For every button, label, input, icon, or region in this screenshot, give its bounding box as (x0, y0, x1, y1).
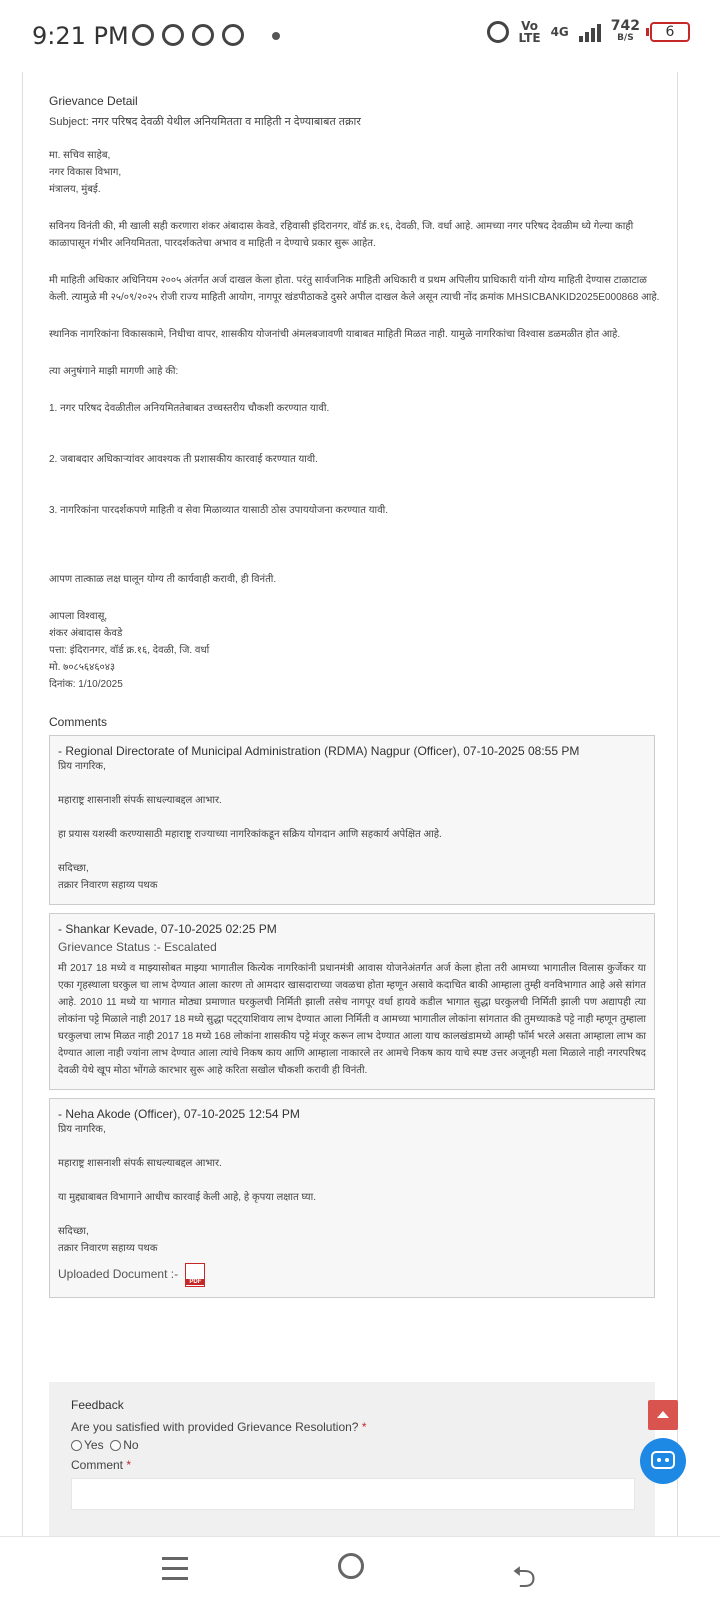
yes-label: Yes (84, 1438, 104, 1452)
paragraph-2: मी माहिती अधिकार अधिनियम २००५ अंतर्गत अर्ज दाखल केला होता. परंतु सार्वजनिक माहिती अधिकारी व प्रथम अपिलीय प्राधिकारी यांनी योग्य माहिती देण्यास टाळाटाळ केली. त्यामुळे मी २५/०९/२०२५ रोजी राज्य माहिती आयोग, नागपूर खंडपीठाकडे दुसरे अपील दाखल केले असून त्याची नोंद क्रमांक MHSICBANKID2025E000868 आहे. (49, 275, 660, 303)
comment-body: प्रिय नागरिक, महाराष्ट्र शासनाशी संपर्क साधल्याबद्दल आभार. हा प्रयास यशस्वी करण्यासाठी महाराष्ट्र राज्याच्या नागरिकांकडून सक्रिय योगदान आणि सहकार्य अपेक्षित आहे. सदिच्छा, तक्रार निवारण सहाय्य पथक (58, 761, 442, 891)
no-radio[interactable] (110, 1440, 121, 1451)
chatbot-button[interactable] (640, 1438, 686, 1484)
comment-header: - Neha Akode (Officer), 07-10-2025 12:54 PM (58, 1107, 300, 1121)
satisfaction-question: Are you satisfied with provided Grievance Resolution? * (71, 1420, 367, 1434)
comment-body: मी 2017 18 मध्ये व माझ्यासोबत माझ्या भागातील कित्येक नागरिकांनी प्रधानमंत्री आवास योजनेअंतर्गत अर्ज केला होता तरी आमच्या भागातील विलास कुर्जेकर या एका गृहस्थाला घरकुल चा लाभ देण्यात आला कारण तो आमदार खासदाराच्या जवळचा होता म्हणून असावे कदाचित बाकी आम्हाला तुम्ही वनविभागात आहे असे सांगत आहे. 2010 11 मध्ये या भागात मोठ्या प्रमाणात घरकुलची निर्मिती झाली तसेच नागपूर वर्धा हायवे कडील भागात सुद्धा घरकुलची निर्मिती झाली पण अद्यापही त्या लोकांना पट्टे मिळाले नाही 2017 18 मध्ये सुद्धा पट्ट्याशिवाय लाभ देण्यात आला निर्मिती व आमच्या भागातील लोकांना सांगतात की तुमच्याकडे पट्टे नाही म्हणून तुम्हाला घरकुलचा लाभ मिळत नाही 2017 18 मध्ये 168 लोकांना शासकीय पट्टे मंजूर करून लाभ देण्यात आला याच कालखंडामध्ये आम्ही फॉर्म भरले असता आम्हाला लाभ का देण्यात आला नाही ज्यांना लाभ देण्यात आला त्यांचे निकष काय आणि आम्हाला नाकारले तर आमचे निकष काय याचे स्पष्ट उत्तर अजूनही मला मिळाले नाही नगरपरिषद देवळी येथे खूप मोठा भोंगळे कारभार सुरू आहे करिता सखोल चौकशी करावी ही विनंती. (58, 963, 646, 1076)
demand-2: 2. जबाबदार अधिकाऱ्यांवर आवश्यक ती प्रशासकीय कारवाई करण्यात यावी. (49, 454, 318, 465)
signal-icon (579, 22, 601, 42)
paragraph-1: सविनय विनंती की, मी खाली सही करणारा शंकर अंबादास केवडे, रहिवासी इंदिरानगर, वॉर्ड क्र.१६, देवळी, जि. वर्धा आहे. आमच्या नगर परिषद देवळीम ध्ये गेल्या काही काळापासून गंभीर अनियमितता, पारदर्शकतेचा अभाव व माहिती न देण्याचे प्रकार सुरू आहेत. (49, 221, 634, 249)
comment-header: - Regional Directorate of Municipal Administration (RDMA) Nagpur (Officer), 07-10-2025 08:55 PM (58, 744, 580, 758)
grievance-subject: Subject: नगर परिषद देवळी येथील अनियमितता व माहिती न देण्याबाबत तक्रार (49, 116, 361, 128)
circle-app-icon (192, 24, 214, 46)
comments-heading: Comments (49, 715, 108, 729)
closing-line: आपण तात्काळ लक्ष घालून योग्य ती कार्यवाही करावी, ही विनंती. (49, 574, 277, 585)
no-label: No (123, 1438, 139, 1452)
paragraph-3: स्थानिक नागरिकांना विकासकामे, निधीचा वापर, शासकीय योजनांची अंमलबजावणी याबाबत माहिती मिळत नाही. यामुळे नागरिकांचा विश्वास डळमळीत होत आहे. (49, 329, 621, 340)
back-button[interactable]: ⮌ (512, 1560, 537, 1595)
feedback-panel (49, 1382, 655, 1536)
robot-icon (651, 1451, 675, 1469)
satisfaction-options (71, 1438, 633, 1452)
uploaded-document-label: Uploaded Document :- (58, 1267, 179, 1282)
comment-body: प्रिय नागरिक, महाराष्ट्र शासनाशी संपर्क साधल्याबद्दल आभार. या मुद्द्याबाबत विभागाने आधीच कारवाई केली आहे, हे कृपया लक्षात घ्या. सदिच्छा, तक्रार निवारण सहाय्य पथक (58, 1124, 316, 1254)
comment-textarea[interactable] (71, 1478, 635, 1510)
clock: 9:21 PM (32, 22, 129, 50)
comment-header: - Shankar Kevade, 07-10-2025 02:25 PM (58, 922, 277, 936)
uploaded-document-row (58, 1263, 646, 1287)
c-app-icon (222, 24, 244, 46)
comment-card (49, 1098, 655, 1298)
pdf-icon[interactable] (185, 1263, 205, 1287)
more-notifications-dot (272, 32, 280, 40)
system-icons (487, 20, 690, 44)
demand-3: 3. नागरिकांना पारदर्शकपणे माहिती व सेवा मिळाव्यात यासाठी ठोस उपाययोजना करण्यात यावी. (49, 505, 389, 516)
comment-card (49, 913, 655, 1090)
alarm-icon (487, 21, 509, 43)
demand-1: 1. नगर परिषद देवळीतील अनियमिततेबाबत उच्चस्तरीय चौकशी करण्यात यावी. (49, 403, 330, 414)
feedback-heading: Feedback (71, 1398, 124, 1412)
notification-icons (132, 24, 244, 46)
status-bar (0, 0, 720, 72)
whatsapp-icon (132, 24, 154, 46)
grievance-status: Grievance Status :- Escalated (58, 940, 217, 954)
yes-radio[interactable] (71, 1440, 82, 1451)
network-type: 4G (550, 25, 569, 39)
signature-block: आपला विश्वासू, शंकर अंबादास केवडे पत्ता: इंदिरानगर, वॉर्ड क्र.१६, देवळी, जि. वर्धा मो. ७०८५६४६०४३ दिनांक: 1/10/2025 (49, 611, 210, 690)
grievance-content (49, 72, 661, 1298)
home-button[interactable] (338, 1553, 364, 1579)
required-mark: * (361, 1420, 367, 1434)
comment-card (49, 735, 655, 905)
salutation-block: मा. सचिव साहेब, नगर विकास विभाग, मंत्रालय, मुंबई. (49, 150, 122, 195)
scroll-to-top-button[interactable] (648, 1400, 678, 1430)
paragraph-4: त्या अनुषंगाने माझी मागणी आहे की: (49, 366, 179, 377)
net-speed: 742 B/S (610, 18, 640, 43)
grievance-detail-heading: Grievance Detail (49, 94, 138, 108)
recent-apps-button[interactable] (162, 1557, 188, 1587)
grievance-page[interactable] (22, 72, 678, 1536)
volte-indicator: Vo LTE (518, 19, 541, 45)
comment-label: Comment * (71, 1458, 132, 1472)
play-icon (162, 24, 184, 46)
battery-icon: 6 (650, 22, 690, 42)
system-nav-bar (0, 1536, 720, 1613)
